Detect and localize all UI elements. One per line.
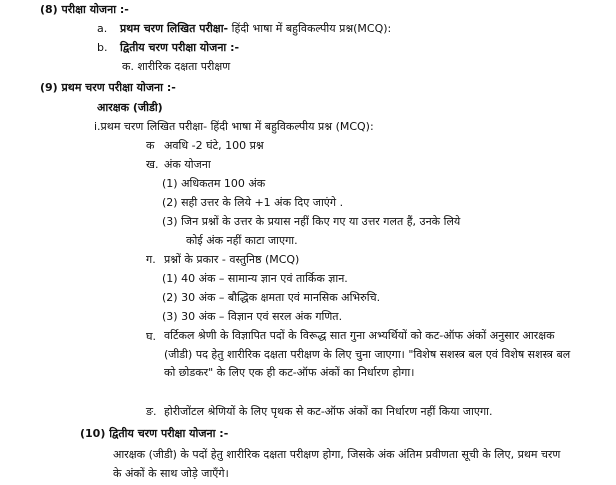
ga-item: (2) 30 अंक – बौद्धिक क्षमता एवं मानसिक अभिरुचि. [162,291,381,304]
post-title: आरक्षक (जीडी) [97,101,163,114]
da-text: होरीजोंटल श्रेणियों के लिए पृथक से कट-ऑफ अंकों का निर्धारण नहीं किया जाएगा. [164,405,493,418]
item-a-line [120,23,391,34]
kha-item: (2) सही उत्तर के लिये +1 अंक दिए जाएंगे . [162,196,344,209]
item-a-marker: a. [97,22,108,35]
ga-item: (3) 30 अंक – विज्ञान एवं सरल अंक गणित. [162,310,343,323]
kha-item: (3) जिन प्रश्नों के उत्तर के प्रयास नहीं किए गए या उत्तर गलत हैं, उनके लिये [162,215,461,228]
section-8-heading: (8) परीक्षा योजना :- [40,3,129,16]
kha-item: (1) अधिकतम 100 अंक [162,177,266,190]
kha-marker: ख. [146,158,159,171]
kha-item: कोई अंक नहीं काटा जाएगा. [186,234,298,247]
ga-marker: ग. [146,253,156,266]
item-a-text: हिंदी भाषा में बहुविकल्पीय प्रश्न(MCQ): [231,22,392,35]
ka-text: अवधि -2 घंटे, 100 प्रश्न [164,139,264,152]
item-a-bold: प्रथम चरण लिखित परीक्षा- [120,22,229,35]
gha-paragraph: वर्टिकल श्रेणी के विज्ञापित पदों के विरूद्ध सात गुना अभ्यर्थियों को कट-ऑफ अंकों अनुसार आरक्षक (जीडी) पद हेतु शारीरिक दक्षता परीक्षण के लिए चुना जाएगा। "विशेष सशस्त्र बल एवं विशेष सशस्त्र बल को छोडकर" के लिए एक ही कट-ऑफ अंकों का निर्धारण होगा। [164,329,571,380]
section-10-heading: (10) द्वितीय चरण परीक्षा योजना :- [80,427,229,440]
item-b-marker: b. [97,41,108,54]
item-b-sub: क. शारीरिक दक्षता परीक्षण [122,60,231,73]
section-10-paragraph: आरक्षक (जीडी) के पदों हेतु शारीरिक दक्षता परीक्षण होगा, जिसके अंक अंतिम प्रवीणता सूची के लिए, प्रथम चरण के अंकों के साथ जोड़े जाएँगे। [113,448,561,480]
ga-text: प्रश्नों के प्रकार - वस्तुनिष्ठ (MCQ) [164,253,300,266]
ga-item: (1) 40 अंक – सामान्य ज्ञान एवं तार्किक ज्ञान. [162,272,348,285]
section-9-heading: (9) प्रथम चरण परीक्षा योजना :- [40,81,176,94]
kha-text: अंक योजना [164,158,211,171]
item-b-heading: द्वितीय चरण परीक्षा योजना :- [120,41,240,54]
exam-intro: i.प्रथम चरण लिखित परीक्षा- हिंदी भाषा में बहुविकल्पीय प्रश्न (MCQ): [94,120,374,133]
gha-marker: घ. [146,330,156,343]
ka-marker: क [146,139,155,152]
da-marker: ङ. [146,405,157,418]
